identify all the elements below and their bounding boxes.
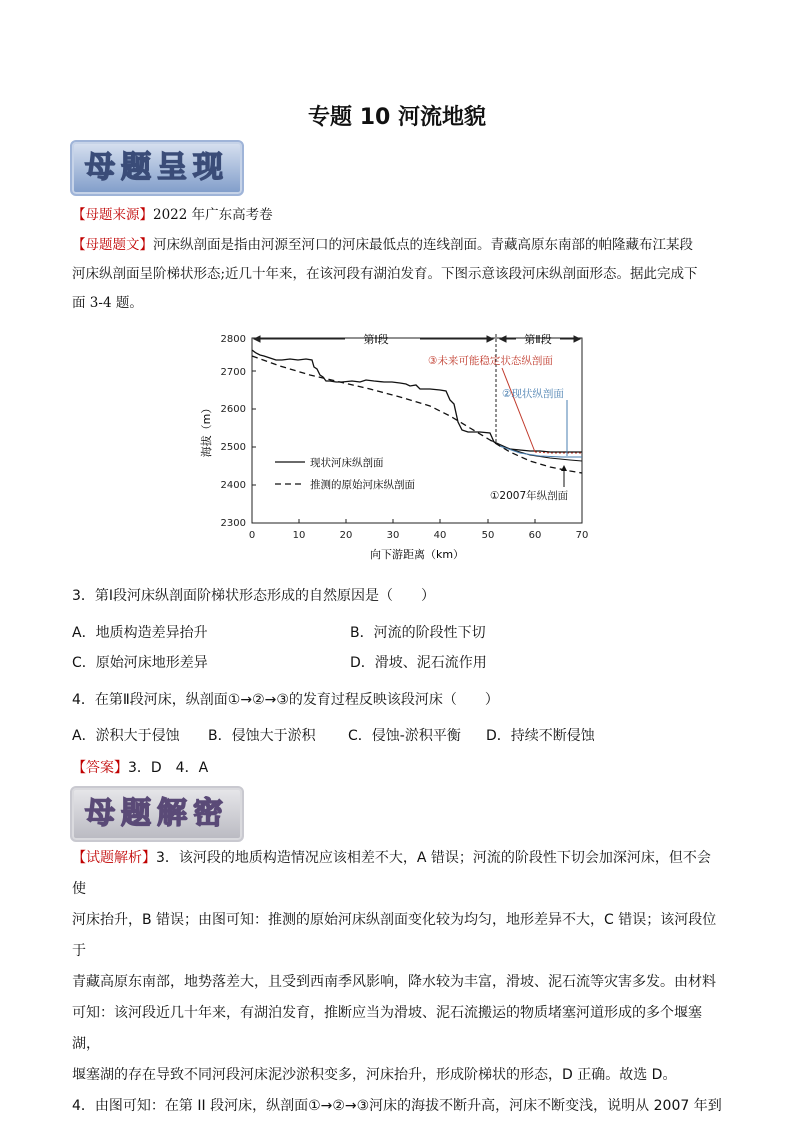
ytick: 2800 [220, 334, 246, 345]
q3-option-c: C．原始河床地形差异 [72, 655, 208, 671]
q4-option-b: B．侵蚀大于淤积 [208, 728, 316, 744]
segment-2-label: 第Ⅱ段 [524, 333, 552, 346]
analysis-line: 河床抬升，B 错误；由图可知：推测的原始河床纵剖面变化较为均匀，地形差异不大，C 错误；该河段位于 [72, 912, 717, 959]
ytick: 2700 [220, 367, 246, 378]
xtick: 70 [575, 530, 589, 541]
analysis-tag: 【试题解析】 [72, 850, 156, 866]
ytick: 2300 [220, 518, 246, 529]
analysis-line: 青藏高原东南部，地势落差大，且受到西南季风影响，降水较为丰富，滑坡、泥石流等灾害多发。由材料 [72, 974, 716, 990]
leader-line-3 [502, 368, 535, 452]
answer-text: 3．D 4．A [128, 760, 209, 776]
q3-option-a: A．地质构造差异抬升 [72, 625, 208, 641]
q3-option-d: D．滑坡、泥石流作用 [350, 655, 487, 671]
xtick: 50 [481, 530, 495, 541]
label-current-profile: ②现状纵剖面 [502, 388, 564, 400]
q4-option-a: A．淤积大于侵蚀 [72, 728, 180, 744]
question-line: 河床纵剖面是指由河源至河口的河床最低点的连线剖面。青藏高原东南部的帕隆藏布江某段 [153, 237, 693, 253]
q4-option-d: D．持续不断侵蚀 [486, 728, 595, 744]
question-tag: 【母题题文】 [72, 237, 153, 253]
analysis-line: 3．该河段的地质构造情况应该相差不大，A 错误；河流的阶段性下切会加深河床，但不会使 [72, 850, 711, 897]
banner-text: 母题解密 [85, 796, 229, 831]
q4-stem: 4．在第Ⅱ段河床，纵剖面①→②→③的发育过程反映该段河床（ ） [72, 692, 499, 708]
answer-tag: 【答案】 [72, 760, 128, 776]
analysis-line: 可知：该河段近几十年来，有湖泊发育，推断应当为滑坡、泥石流搬运的物质堵塞河道形成的多个堰塞湖， [72, 1005, 702, 1052]
segment-1-label: 第Ⅰ段 [363, 333, 389, 346]
source-tag: 【母题来源】 [72, 207, 153, 223]
question-line: 面 3-4 题。 [72, 295, 143, 311]
xtick: 0 [248, 530, 256, 541]
ytick: 2600 [220, 404, 246, 415]
ytick: 2500 [220, 442, 246, 453]
xtick: 40 [433, 530, 447, 541]
source-line [72, 205, 273, 225]
section-banner-question [70, 140, 244, 196]
q3-stem: 3．第Ⅰ段河床纵剖面阶梯状形态形成的自然原因是（ ） [72, 588, 436, 604]
source-text: 2022 年广东高考卷 [153, 207, 273, 223]
ytick: 2400 [220, 480, 246, 491]
question-line: 河床纵剖面呈阶梯状形态;近几十年来，在该河段有湖泊发育。下图示意该段河床纵剖面形态。据此完成下 [72, 266, 698, 282]
answer-line [72, 757, 208, 777]
legend-dash-label: 推测的原始河床纵剖面 [310, 479, 415, 491]
xtick: 30 [386, 530, 400, 541]
analysis-line: 4．由图可知：在第 II 段河床，纵剖面①→②→③河床的海拔不断升高，河床不断变浅，说明从 2007 年到 [72, 1098, 722, 1114]
label-2007-profile: ①2007年纵剖面 [490, 490, 569, 502]
riverbed-profile-figure [190, 322, 600, 567]
analysis-block [72, 843, 722, 1122]
question-text [72, 235, 732, 322]
legend-solid-label: 现状河床纵剖面 [310, 457, 384, 469]
section-banner-analysis [70, 786, 244, 842]
xtick: 10 [292, 530, 306, 541]
x-axis-label: 向下游距离（km） [369, 548, 465, 561]
label-future-profile: ③未来可能稳定状态纵剖面 [428, 355, 553, 367]
q4-option-c: C．侵蚀-淤积平衡 [348, 728, 461, 744]
xtick: 20 [339, 530, 353, 541]
page-title: 专题 10 河流地貌 [308, 105, 486, 130]
y-axis-label: 海拔（m） [200, 402, 213, 458]
xtick: 60 [528, 530, 542, 541]
q3-option-b: B．河流的阶段性下切 [350, 625, 486, 641]
banner-text: 母题呈现 [85, 150, 229, 185]
analysis-line: 堰塞湖的存在导致不同河段河床泥沙淤积变多，河床抬升，形成阶梯状的形态，D 正确。故选 D。 [72, 1067, 677, 1083]
